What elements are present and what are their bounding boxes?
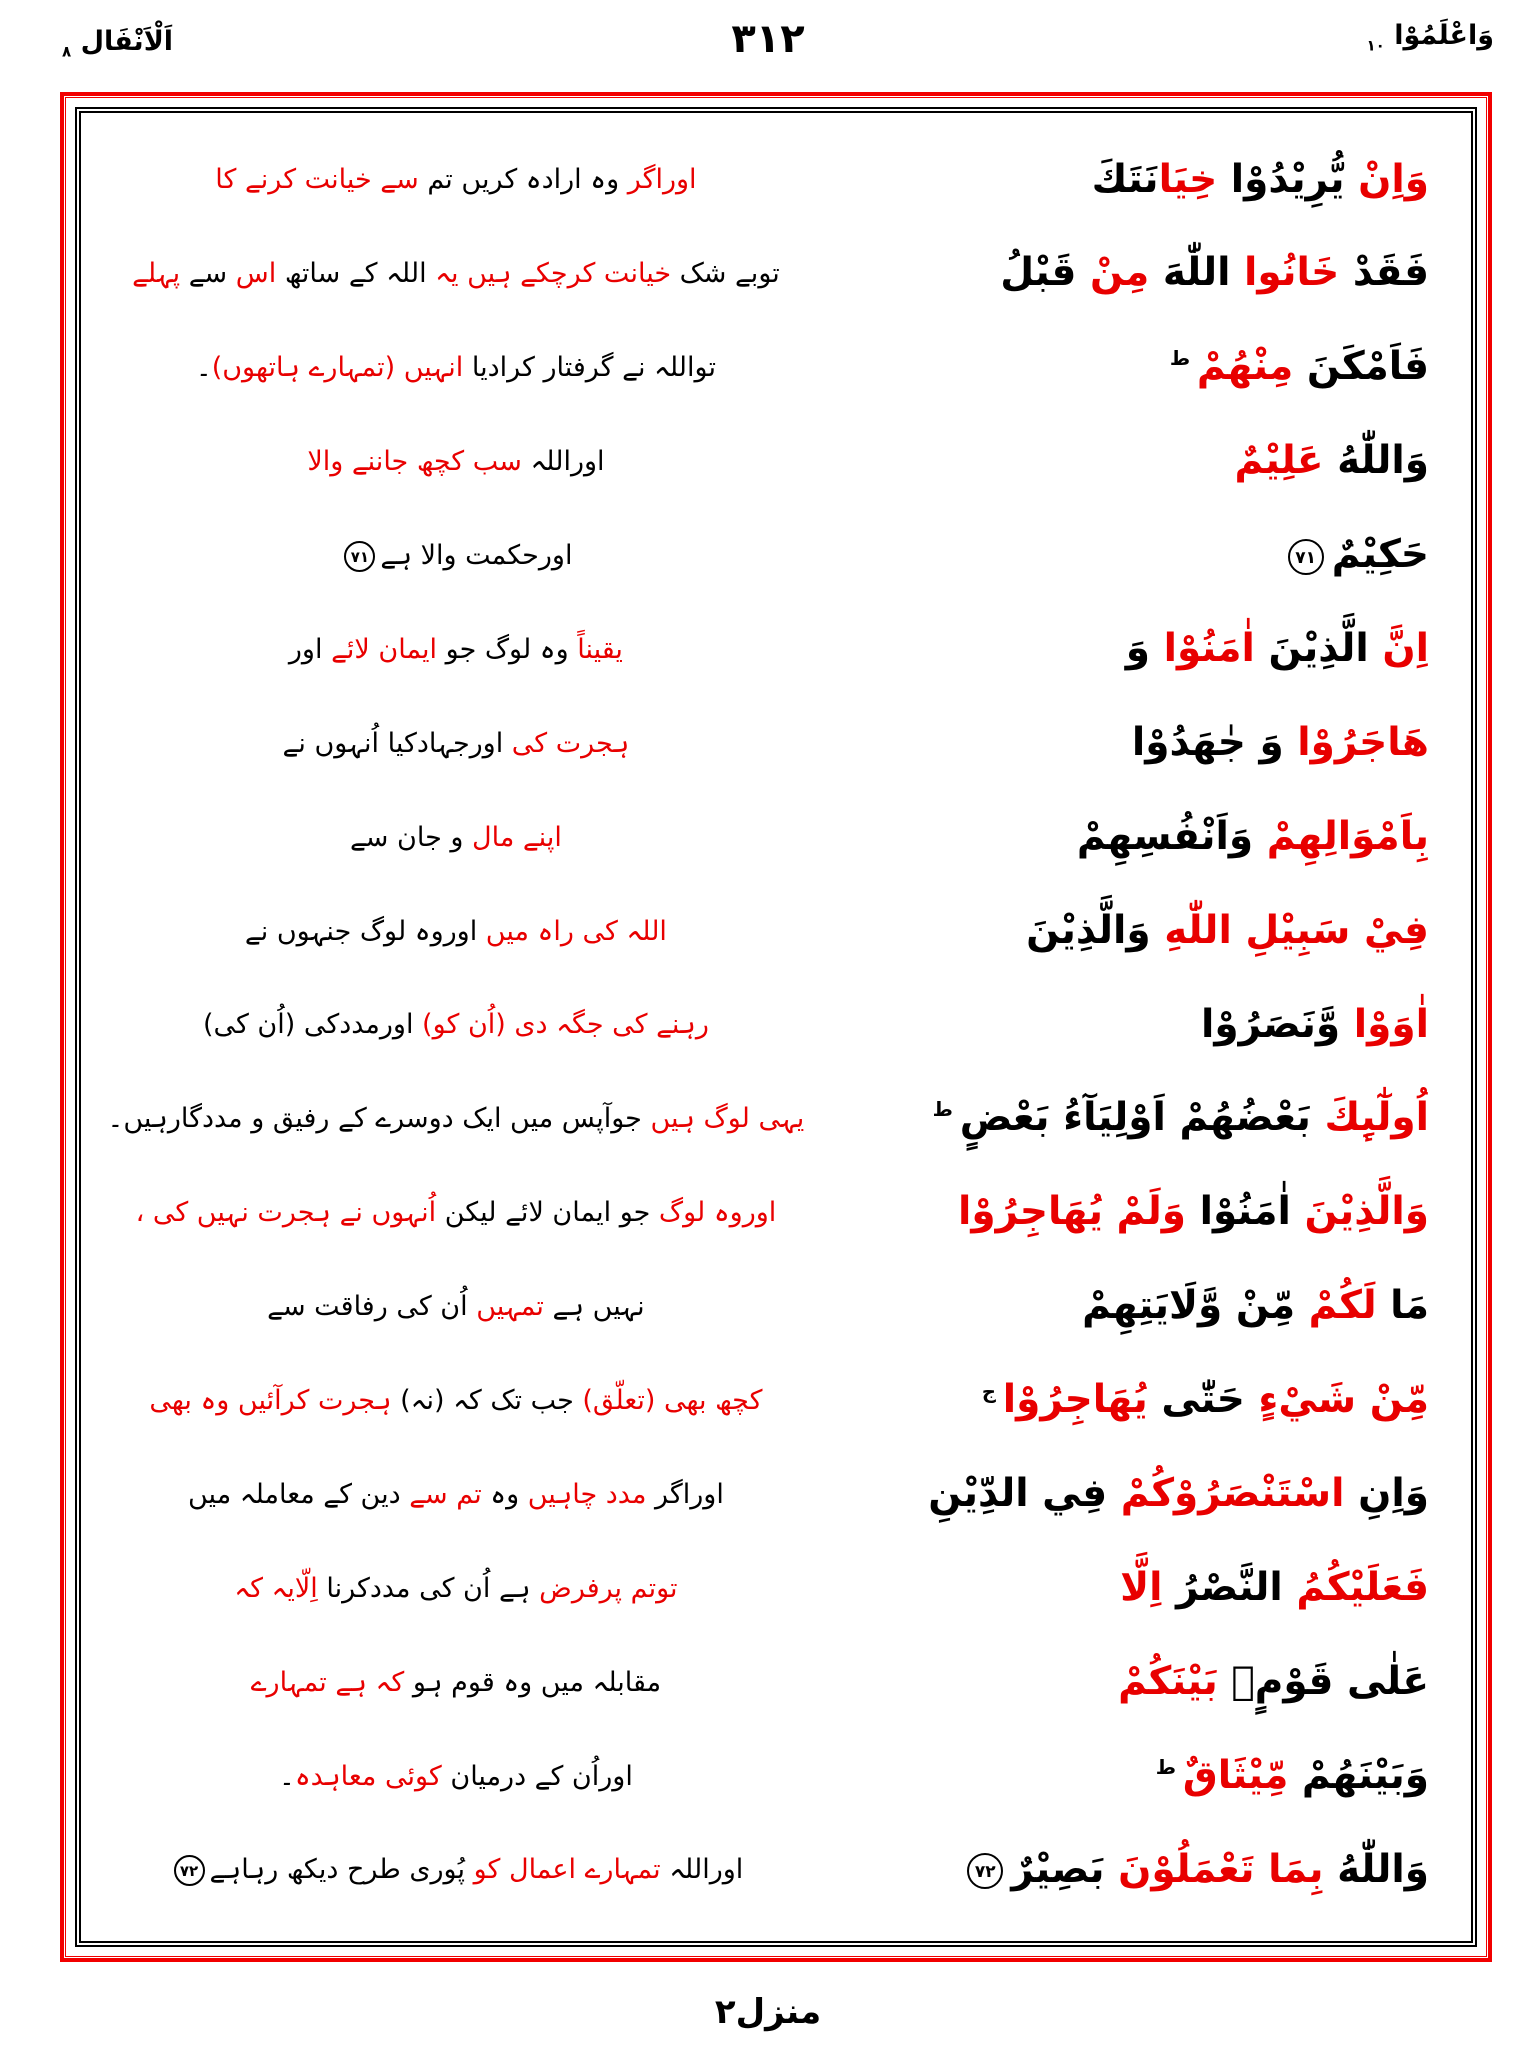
text-segment: اُولٰٓىِٕكَ	[1310, 1095, 1429, 1141]
verse-row	[95, 133, 1457, 227]
text-segment: بِاَمْوَالِهِمْ	[1253, 813, 1429, 859]
text-segment: نہیں ہے	[543, 1291, 645, 1323]
verse-row	[95, 602, 1457, 696]
text-segment: اٰمَنُوْا	[1150, 625, 1255, 671]
text-segment: مِّنْ وَّلَايَتِهِمْ	[1082, 1283, 1296, 1329]
text-segment: مِنْهُمْ	[1196, 344, 1294, 390]
header-page-number: ۳۱۲	[731, 16, 805, 62]
text-segment: ہے اُن کی مددکرنا	[317, 1572, 531, 1604]
urdu-translation-cell	[95, 256, 817, 291]
text-segment: اِنَّ	[1368, 625, 1429, 671]
text-segment: فَعَلَيْكُمُ	[1282, 1564, 1429, 1610]
urdu-translation-cell	[95, 350, 817, 385]
text-segment: پُوری طرح دیکھ رہاہے	[209, 1854, 465, 1886]
verse-row	[95, 321, 1457, 415]
text-segment: وہ	[481, 1478, 520, 1510]
text-segment: وَاِنْ	[1344, 156, 1429, 202]
urdu-translation-cell	[95, 914, 817, 949]
text-segment: بَيْنَكُمْ	[1118, 1658, 1218, 1704]
juz-number: ۱۰	[1366, 36, 1385, 55]
text-segment: جو ایمان لائے لیکن	[436, 1197, 651, 1229]
urdu-translation-cell	[95, 1852, 817, 1887]
text-segment: حَتّٰى	[1147, 1377, 1245, 1423]
verse-row	[95, 696, 1457, 790]
arabic-verse-cell	[817, 1378, 1457, 1423]
text-segment: وَ جٰهَدُوْا	[1131, 719, 1284, 765]
verse-row	[95, 1260, 1457, 1354]
surah-name: اَلْاَنْفَال	[80, 26, 174, 57]
text-segment: لَكُمْ	[1295, 1283, 1377, 1329]
text-segment: اسْتَنْصَرُوْكُمْ	[1107, 1470, 1345, 1516]
arabic-verse-cell	[817, 1566, 1457, 1611]
text-segment: وَلَمْ يُهَاجِرُوْا	[957, 1189, 1187, 1235]
text-segment: اورجہادکیا اُنہوں نے	[282, 727, 504, 759]
arabic-verse-cell	[817, 1472, 1457, 1517]
text-segment: اورمددکی (اُن کی)	[202, 1009, 414, 1041]
page-frame-black	[75, 107, 1477, 1947]
text-segment: ۔	[279, 1760, 295, 1792]
text-segment: ج	[981, 1380, 1003, 1404]
arabic-verse-cell	[817, 345, 1457, 390]
text-segment: مِّيْثَاقٌ	[1182, 1752, 1289, 1798]
verse-number-badge: ۷۱	[1288, 539, 1324, 575]
text-segment: اُنہوں نے ہجرت نہیں کی ،	[135, 1197, 437, 1229]
text-segment: مقابلہ میں وہ قوم ہو	[404, 1666, 662, 1698]
text-segment: الَّذِيْنَ	[1254, 625, 1369, 671]
text-segment: فَقَدْ	[1339, 250, 1429, 296]
verse-row	[95, 1823, 1457, 1917]
text-segment: و جان سے	[349, 821, 464, 853]
text-segment: اللہ کے ساتھ	[276, 258, 427, 290]
text-segment: قَبْلُ	[1000, 250, 1077, 296]
text-segment: اللّٰهَ	[1149, 250, 1231, 296]
urdu-translation-cell	[95, 1383, 817, 1418]
arabic-verse-cell	[817, 1096, 1457, 1141]
arabic-verse-cell	[817, 1284, 1457, 1329]
urdu-translation-cell	[95, 820, 817, 855]
urdu-translation-cell	[95, 1195, 817, 1230]
text-segment: تم سے	[400, 1478, 482, 1510]
text-segment: اس	[227, 258, 277, 290]
text-segment: هَاجَرُوْا	[1283, 719, 1429, 765]
text-segment: اِلَّا	[1120, 1564, 1163, 1610]
verse-row	[95, 415, 1457, 509]
text-segment: ط	[932, 1098, 960, 1122]
text-segment: جوآپس میں ایک دوسرے کے رفیق و مددگارہیں۔	[107, 1103, 642, 1135]
verse-row	[95, 978, 1457, 1072]
header-surah-title	[62, 26, 173, 60]
text-segment: وَ	[1125, 625, 1151, 671]
verse-row	[95, 509, 1457, 603]
text-segment: وہ ارادہ کریں تم	[418, 164, 620, 196]
verse-row	[95, 1635, 1457, 1729]
text-segment: اوراللہ	[521, 446, 605, 478]
text-segment: اورحکمت والا ہے	[380, 539, 573, 571]
text-segment: اوروہ لوگ جنہوں نے	[244, 915, 478, 947]
verse-row	[95, 1072, 1457, 1166]
text-segment: خَانُوا	[1230, 250, 1340, 296]
verse-row	[95, 1354, 1457, 1448]
text-segment: اپنے مال	[463, 821, 562, 853]
arabic-verse-cell	[817, 815, 1457, 860]
text-segment: وَالَّذِيْنَ	[1290, 1189, 1429, 1235]
text-segment: دین کے معاملہ میں	[188, 1478, 401, 1510]
text-segment: اوراگر	[619, 164, 697, 196]
verse-row	[95, 1541, 1457, 1635]
arabic-verse-cell	[817, 1190, 1457, 1235]
text-segment: حَكِيْمٌ	[1331, 532, 1429, 578]
text-segment: یقیناً	[568, 633, 623, 665]
arabic-verse-cell	[817, 1003, 1457, 1048]
page-frame-red-inner	[65, 97, 1487, 1957]
text-segment: عَلِيْمٌ	[1234, 438, 1324, 484]
text-segment: فِيْ سَبِيْلِ اللّٰهِ	[1150, 907, 1429, 953]
text-segment: وہ لوگ جو	[437, 633, 569, 665]
urdu-translation-cell	[95, 1665, 817, 1700]
text-segment: کچھ بھی (تعلّق)	[573, 1384, 763, 1416]
verse-row	[95, 1447, 1457, 1541]
arabic-verse-cell	[817, 1660, 1457, 1705]
urdu-translation-cell	[95, 1759, 817, 1794]
text-segment: خِيَا	[1158, 156, 1218, 202]
page-frame-red	[60, 92, 1492, 1962]
text-segment: وَبَيْنَهُمْ	[1288, 1752, 1429, 1798]
text-segment: سے خیانت کرنے کا	[215, 164, 419, 196]
text-segment: ہجرت کی	[503, 727, 630, 759]
text-segment: یہی لوگ ہیں	[641, 1103, 805, 1135]
text-segment: مَا	[1376, 1283, 1429, 1329]
urdu-translation-cell	[95, 1477, 817, 1512]
verse-number-badge: ۷۲	[174, 1855, 205, 1886]
arabic-verse-cell	[817, 721, 1457, 766]
text-segment: عَلٰى قَوْمٍۭ	[1217, 1658, 1429, 1704]
verse-row	[95, 227, 1457, 321]
text-segment: اوراُن کے درمیان	[441, 1760, 633, 1792]
text-segment: سے	[180, 258, 228, 290]
text-segment: توبے شک	[671, 258, 780, 290]
text-segment: فِي الدِّيْنِ	[928, 1470, 1108, 1516]
verse-number-badge: ۷۱	[344, 541, 375, 572]
text-segment: وَاِنِ	[1344, 1470, 1429, 1516]
text-segment: سب کچھ جاننے والا	[307, 446, 522, 478]
text-segment: کوئی معاہدہ	[294, 1760, 442, 1792]
text-segment: بَعْضُهُمْ اَوْلِيَآءُ بَعْضٍ	[959, 1095, 1311, 1141]
verse-row	[95, 1166, 1457, 1260]
arabic-verse-cell	[817, 439, 1457, 484]
text-segment: ایمان لائے	[322, 633, 438, 665]
urdu-translation-cell	[95, 726, 817, 761]
arabic-verse-cell	[817, 251, 1457, 296]
footer-manzil-label: منزل۲	[714, 1992, 822, 2032]
text-segment: اٰمَنُوْا	[1186, 1189, 1291, 1235]
text-segment: ط	[1169, 347, 1197, 371]
text-segment: اللہ کی راہ میں	[477, 915, 667, 947]
text-segment: اِلّایہ کہ	[234, 1572, 318, 1604]
text-segment: کہ ہے تمہارے	[250, 1666, 405, 1698]
text-segment: خیانت کرچکے ہیں یہ	[426, 258, 672, 290]
text-segment: وَاَنْفُسِهِمْ	[1076, 813, 1254, 859]
text-segment: ط	[1155, 1755, 1183, 1779]
urdu-translation-cell	[95, 162, 817, 197]
text-segment: وَاللّٰهُ	[1323, 1846, 1429, 1892]
text-segment: اور	[288, 633, 323, 665]
text-segment: فَاَمْكَنَ	[1293, 344, 1429, 390]
text-segment: اوراگر	[646, 1478, 724, 1510]
text-segment: وَاللّٰهُ	[1323, 438, 1429, 484]
text-segment: توتم پرفرض	[530, 1572, 678, 1604]
arabic-verse-cell	[817, 533, 1457, 578]
arabic-verse-cell	[817, 158, 1457, 203]
verse-number-badge: ۷۲	[967, 1853, 1003, 1889]
urdu-translation-cell	[95, 1101, 817, 1136]
text-segment: وَالَّذِيْنَ	[1026, 907, 1151, 953]
urdu-translation-cell	[95, 1571, 817, 1606]
text-segment: رہنے کی جگہ دی (اُن کو)	[413, 1009, 709, 1041]
verse-row	[95, 790, 1457, 884]
arabic-verse-cell	[817, 1848, 1457, 1893]
arabic-verse-cell	[817, 909, 1457, 954]
urdu-translation-cell	[95, 1289, 817, 1324]
text-segment: بِمَا تَعْمَلُوْنَ	[1104, 1846, 1324, 1892]
verse-row	[95, 1729, 1457, 1823]
urdu-translation-cell	[95, 444, 817, 479]
text-segment: اُن کی رفاقت سے	[267, 1291, 468, 1323]
juz-name: وَاعْلَمُوْا	[1394, 20, 1494, 51]
text-segment: مِّنْ شَيْءٍ	[1244, 1377, 1429, 1423]
arabic-verse-cell	[817, 627, 1457, 672]
text-segment: پہلے	[132, 258, 181, 290]
text-segment: النَّصْرُ	[1162, 1564, 1283, 1610]
text-segment: ۔	[195, 352, 212, 384]
text-segment: نَتَكَ	[1091, 156, 1159, 202]
surah-number: ۸	[62, 42, 72, 61]
text-segment: تمہیں	[467, 1291, 544, 1323]
urdu-translation-cell	[95, 632, 817, 667]
text-segment: يُهَاجِرُوْا	[1002, 1377, 1148, 1423]
text-segment: جب تک کہ (نہ)	[391, 1384, 574, 1416]
text-segment: ہجرت کرآئیں وہ بھی	[149, 1384, 392, 1416]
text-segment: مدد چاہیں	[519, 1478, 647, 1510]
text-segment: بَصِيْرٌ	[1011, 1846, 1105, 1892]
urdu-translation-cell	[95, 538, 817, 573]
text-segment: اٰوَوْا	[1340, 1001, 1429, 1047]
text-segment: وَّنَصَرُوْا	[1200, 1001, 1341, 1047]
text-segment: اوروہ لوگ	[650, 1197, 777, 1229]
text-segment: تواللہ نے گرفتار کرادیا	[463, 352, 716, 384]
urdu-translation-cell	[95, 1007, 817, 1042]
text-segment: اوراللہ	[660, 1854, 744, 1886]
arabic-verse-cell	[817, 1754, 1457, 1799]
content-rows	[91, 119, 1461, 1935]
text-segment: يُّرِيْدُوْا	[1217, 156, 1345, 202]
text-segment: تمہارے اعمال کو	[464, 1854, 661, 1886]
text-segment: مِنْ	[1076, 250, 1150, 296]
verse-row	[95, 884, 1457, 978]
header-juz-title	[1366, 20, 1494, 54]
text-segment: انہیں (تمہارے ہاتھوں)	[211, 352, 464, 384]
